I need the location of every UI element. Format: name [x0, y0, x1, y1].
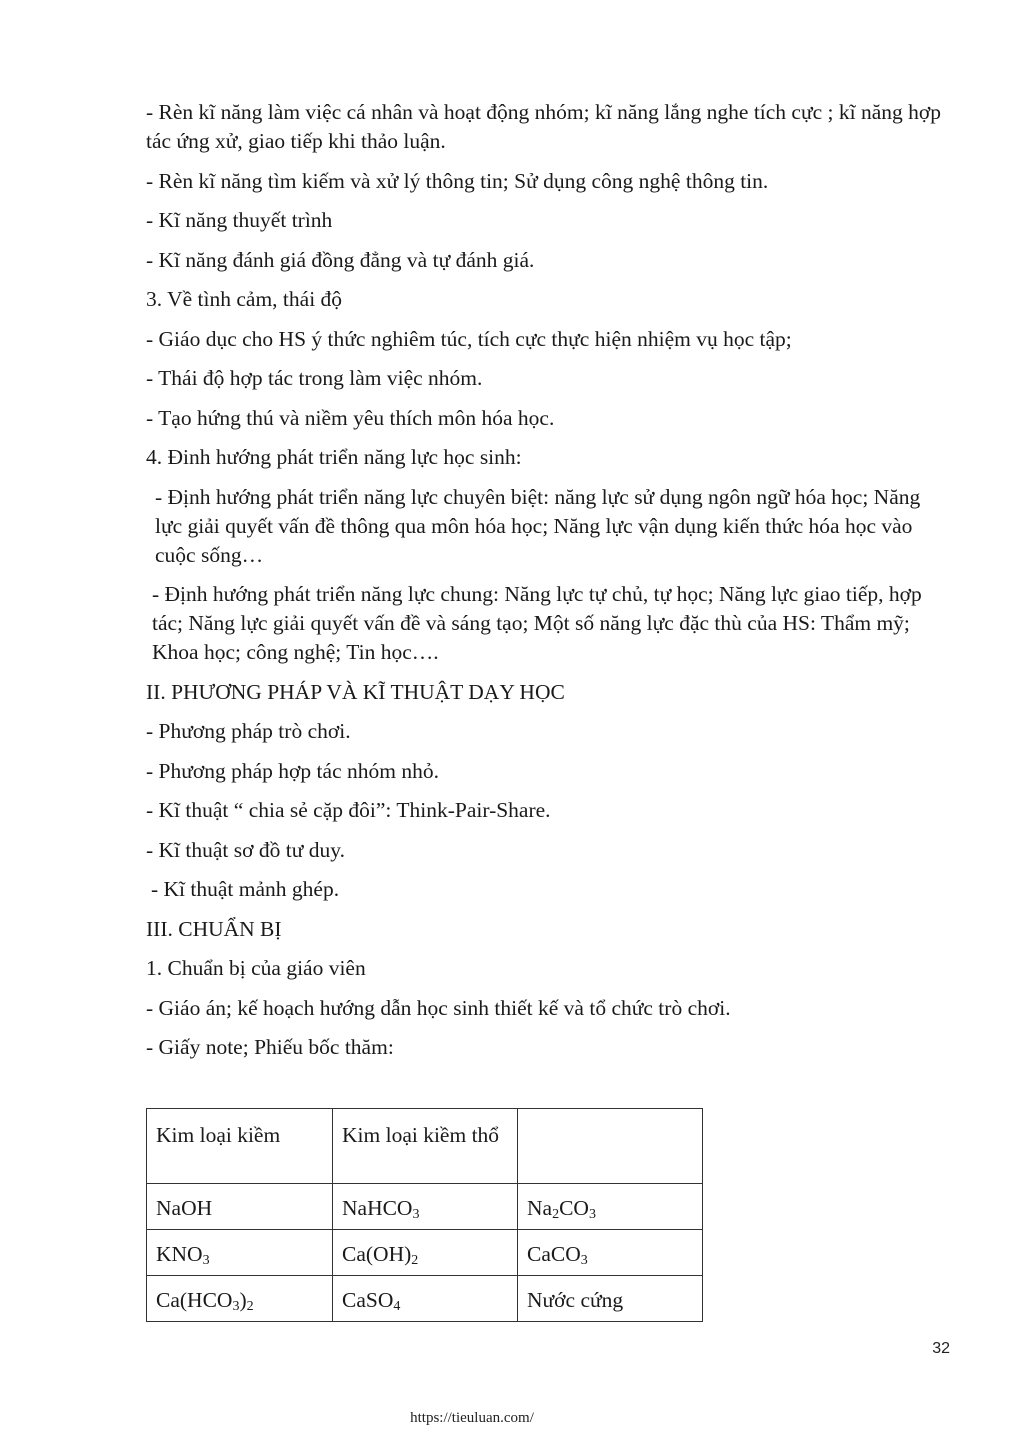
table-row — [147, 1184, 703, 1230]
list-item: - Phương pháp hợp tác nhóm nhỏ. — [146, 758, 439, 783]
paragraph: - Thái độ hợp tác trong làm việc nhóm. — [146, 366, 483, 390]
list-item: - Kĩ thuật sơ đồ tư duy. — [146, 837, 345, 862]
body-text — [146, 98, 946, 1073]
cell-text: Nước cứng — [527, 1288, 624, 1312]
table-cell — [333, 1230, 518, 1276]
subscript: 3 — [580, 1253, 588, 1268]
cell-text: CaCO — [527, 1242, 581, 1266]
list-item: - Giấy note; Phiếu bốc thăm: — [146, 1035, 394, 1059]
cell-text: NaHCO — [342, 1196, 413, 1220]
subscript: 2 — [246, 1299, 254, 1314]
paragraph: - Định hướng phát triển năng lực chuyên biệt: năng lực sử dụng ngôn ngữ hóa học; Năng lực giải quyết vấn đề thông qua môn hóa học; Năng lực vận dụng kiến thức hóa học vào cuộc sống… — [155, 484, 921, 567]
subscript: 2 — [411, 1253, 419, 1268]
subscript: 2 — [552, 1207, 560, 1222]
list-item: - Giáo án; kế hoạch hướng dẫn học sinh thiết kế và tổ chức trò chơi. — [146, 995, 731, 1020]
paragraph: - Rèn kĩ năng tìm kiếm và xử lý thông tin; Sử dụng công nghệ thông tin. — [146, 168, 769, 193]
cell-text: Kim loại kiềm thổ — [342, 1123, 500, 1147]
lottery-card-table — [146, 1108, 703, 1322]
cell-text: Ca(HCO — [156, 1288, 233, 1312]
subscript: 3 — [588, 1207, 596, 1222]
list-item: - Kĩ thuật “ chia sẻ cặp đôi”: Think-Pair-Share. — [146, 798, 551, 822]
paragraph: - Giáo dục cho HS ý thức nghiêm túc, tích cực thực hiện nhiệm vụ học tập; — [146, 326, 792, 351]
page-number: 32 — [932, 1340, 950, 1357]
table-cell — [518, 1184, 703, 1230]
table-cell — [518, 1276, 703, 1322]
cell-text: Ca(OH) — [342, 1242, 412, 1266]
subscript: 3 — [232, 1299, 240, 1314]
subscript: 3 — [202, 1253, 210, 1268]
table-cell — [333, 1184, 518, 1230]
section-heading: II. PHƯƠNG PHÁP VÀ KĨ THUẬT DẠY HỌC — [146, 679, 565, 704]
cell-text: Na — [527, 1196, 553, 1220]
cell-text: NaOH — [156, 1196, 213, 1220]
table-cell — [147, 1276, 333, 1322]
table-cell — [518, 1109, 703, 1184]
table-row — [147, 1276, 703, 1322]
table-cell — [333, 1109, 518, 1184]
cell-text: CaSO — [342, 1288, 394, 1312]
list-item: - Phương pháp trò chơi. — [146, 719, 351, 743]
paragraph: - Kĩ năng thuyết trình — [146, 208, 333, 232]
table-cell — [147, 1230, 333, 1276]
table-row — [147, 1109, 703, 1184]
table-cell — [518, 1230, 703, 1276]
section-heading: 4. Đinh hướng phát triển năng lực học sinh: — [146, 445, 522, 469]
section-heading: 3. Về tình cảm, thái độ — [146, 287, 343, 311]
subscript: 4 — [393, 1299, 401, 1314]
cell-text: CO — [559, 1196, 589, 1220]
list-item: - Kĩ thuật mảnh ghép. — [151, 877, 340, 901]
footer-url: https://tieuluan.com/ — [410, 1410, 534, 1426]
paragraph: - Rèn kĩ năng làm việc cá nhân và hoạt động nhóm; kĩ năng lắng nghe tích cực ; kĩ năng hợp tác ứng xử, giao tiếp khi thảo luận. — [146, 100, 942, 153]
cell-text: Kim loại kiềm — [156, 1123, 281, 1147]
table-cell — [333, 1276, 518, 1322]
paragraph: - Tạo hứng thú và niềm yêu thích môn hóa học. — [146, 405, 555, 430]
table-cell — [147, 1109, 333, 1184]
cell-text: ) — [239, 1288, 247, 1312]
paragraph: - Định hướng phát triển năng lực chung: Năng lực tự chủ, tự học; Năng lực giao tiếp, hợp tác; Năng lực giải quyết vấn đề và sáng tạo; Một số năng lực đặc thù của HS: Thẩm mỹ; Khoa học; công nghệ; Tin học…. — [152, 582, 922, 664]
table-row — [147, 1230, 703, 1276]
subsection-heading: 1. Chuẩn bị của giáo viên — [146, 956, 366, 980]
subscript: 3 — [412, 1207, 420, 1222]
paragraph: - Kĩ năng đánh giá đồng đẳng và tự đánh giá. — [146, 247, 535, 272]
table-cell — [147, 1184, 333, 1230]
section-heading: III. CHUẨN BỊ — [146, 916, 282, 941]
cell-text: KNO — [156, 1242, 203, 1266]
